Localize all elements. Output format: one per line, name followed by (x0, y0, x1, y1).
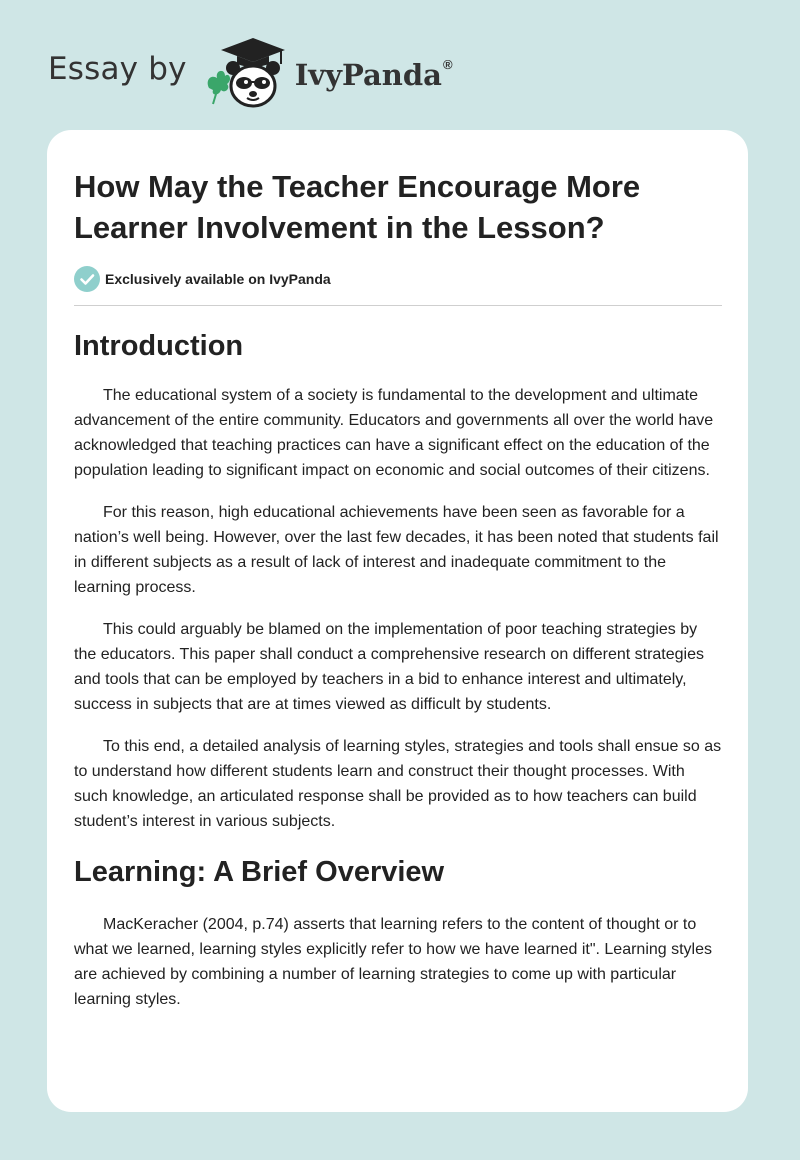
paragraph: This could arguably be blamed on the implementation of poor teaching strategies by the educators. This paper shall conduct a comprehensive research on different strategies and tools that can be employed by teachers in a bid to enhance interest and ultimately, success in subjects that are at times viewed as difficult by students. (74, 621, 704, 713)
registered-mark: ® (442, 56, 453, 72)
title-divider (74, 305, 722, 306)
paragraph: MacKeracher (2004, p.74) asserts that learning refers to the content of thought or to what we learned, learning styles explicitly refer to how we have learned it". Learning styles are achieved by combining a number of learning strategies to come up with particular learning styles. (74, 916, 713, 1008)
check-circle-icon (74, 266, 100, 292)
paragraph: The educational system of a society is fundamental to the development and ultimate advancement of the entire community. Educators and governments all over the world have acknowledged that teaching practices can have a significant effect on the education of the population leading to significant impact on economic and social outcomes of their citizens. (74, 387, 714, 479)
ivypanda-logo-icon[interactable] (201, 34, 291, 110)
article-card (47, 130, 748, 1112)
exclusive-badge (74, 266, 722, 292)
exclusive-badge-text: Exclusively available on IvyPanda (105, 271, 331, 287)
brand-name[interactable]: IvyPanda® (294, 56, 453, 92)
section-heading-introduction: Introduction (74, 330, 244, 362)
site-header (48, 34, 453, 110)
section-heading-learning-overview: Learning: A Brief Overview (74, 856, 445, 888)
essay-by-text: Essay by (48, 51, 187, 87)
paragraph: For this reason, high educational achievements have been seen as favorable for a nation’s well being. However, over the last few decades, it has been noted that students fail in different subjects as a result of lack of interest and inadequate commitment to the learning process. (74, 504, 719, 596)
paragraph: To this end, a detailed analysis of learning styles, strategies and tools shall ensue so as to understand how different students learn and construct their thought processes. With such knowledge, an articulated response shall be provided as to how teachers can build student’s interest in various subjects. (74, 738, 722, 830)
article-title: How May the Teacher Encourage More Learner Involvement in the Lesson? (74, 169, 641, 245)
